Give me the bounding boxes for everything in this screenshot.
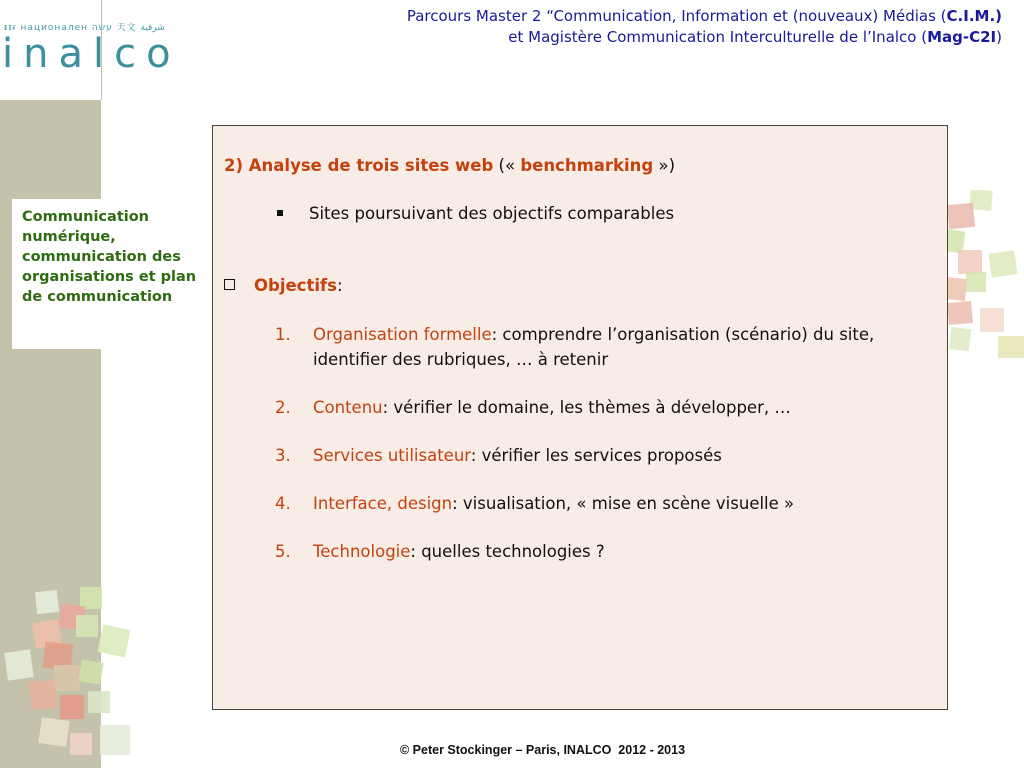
header-line-2-text: et Magistère Communication Interculturelle de l’Inalco (: [508, 28, 928, 46]
logo-scripts: ᵻᵻᵳ национален עשה 天文 شرقية: [4, 23, 165, 33]
item-term: Technologie: [313, 542, 411, 561]
heading-keyword: benchmarking: [520, 156, 654, 175]
header-line-1-text: Parcours Master 2 “Communication, Information et (nouveaux) Médias (: [406, 7, 947, 25]
item-desc: : vérifier les services proposés: [470, 446, 722, 465]
item-desc: : comprendre l’organisation (scénario) du site, identifier des rubriques, … à retenir: [313, 325, 875, 369]
square-bullet-icon: [277, 210, 283, 216]
inalco-logo: [0, 20, 181, 77]
sidebar-topic-box: [12, 199, 212, 349]
item-number: 1.: [275, 325, 291, 344]
item-term: Organisation formelle: [313, 325, 492, 344]
item-text: [313, 491, 925, 516]
sidebar-topic-title: Communication numérique, communication des organisations et plan de communication: [22, 209, 197, 305]
content-panel: [212, 125, 948, 710]
item-desc: : quelles technologies ?: [410, 542, 605, 561]
bullet-item: [277, 204, 674, 223]
item-term: Interface, design: [313, 494, 453, 513]
list-item: [275, 395, 925, 420]
item-number: 5.: [275, 542, 291, 561]
item-text: [313, 443, 925, 468]
heading-close: »): [653, 156, 676, 175]
header-magc2i: Mag-C2I: [927, 28, 997, 46]
list-item: [275, 491, 925, 516]
objectives-colon: :: [337, 276, 343, 295]
header-line-2-suffix: ): [996, 28, 1002, 46]
list-item: [275, 443, 925, 468]
right-decoration: [940, 190, 1024, 360]
list-item: [275, 539, 925, 564]
header-cim: C.I.M.): [946, 7, 1002, 25]
item-text: [313, 395, 925, 420]
logo-wordmark: inalco: [2, 31, 181, 77]
decorative-squares-left: [0, 585, 135, 760]
bullet-text: Sites poursuivant des objectifs comparables: [309, 204, 675, 223]
item-term: Contenu: [313, 398, 383, 417]
item-text: [313, 322, 925, 372]
item-text: [313, 539, 925, 564]
section-heading: [224, 156, 675, 175]
objectives-list: [275, 322, 925, 587]
slide-footer: © Peter Stockinger – Paris, INALCO 2012 - 2013: [400, 743, 686, 757]
item-desc: : visualisation, « mise en scène visuelle »: [452, 494, 795, 513]
heading-open: («: [493, 156, 521, 175]
item-number: 3.: [275, 446, 291, 465]
heading-title: 2) Analyse de trois sites web: [224, 156, 494, 175]
slide-header: [242, 6, 1002, 48]
item-number: 4.: [275, 494, 291, 513]
header-line-1: [242, 6, 1002, 27]
decorative-squares-right: [940, 190, 1024, 360]
checkbox-bullet-icon: [224, 279, 235, 290]
header-line-2: [242, 27, 1002, 48]
item-term: Services utilisateur: [313, 446, 471, 465]
list-item: [275, 322, 925, 372]
item-desc: : vérifier le domaine, les thèmes à développer, …: [382, 398, 791, 417]
item-number: 2.: [275, 398, 291, 417]
objectives-label: Objectifs: [254, 276, 338, 295]
objectives-row: [224, 276, 343, 295]
